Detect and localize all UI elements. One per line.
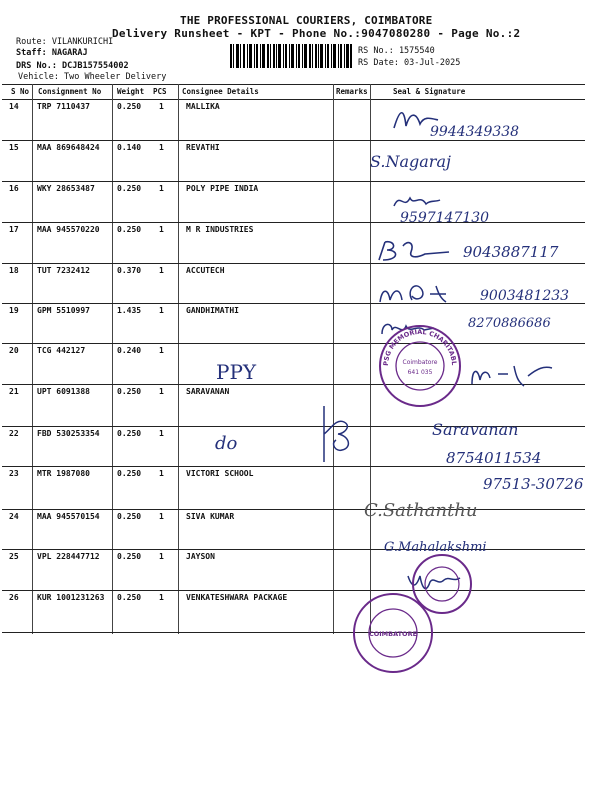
row-pcs: 1 — [159, 266, 164, 275]
row-weight: 0.250 — [117, 593, 142, 602]
col-consignment: Consignment No — [38, 87, 102, 96]
note-22: do — [215, 433, 238, 454]
row-weight: 0.140 — [117, 143, 142, 152]
row-pcs: 1 — [159, 512, 164, 521]
col-divider — [32, 84, 33, 634]
row-consignment: UPT 6091388 — [37, 387, 90, 396]
row-consignee: ACCUTECH — [186, 266, 225, 275]
row-pcs: 1 — [159, 429, 164, 438]
row-consignment: TCG 442127 — [37, 346, 86, 355]
col-divider — [333, 84, 334, 634]
row-sno: 19 — [9, 306, 19, 315]
row-consignment: MAA 869648424 — [37, 143, 100, 152]
row-weight: 0.250 — [117, 429, 142, 438]
row-sno: 20 — [9, 346, 19, 355]
row-sno: 18 — [9, 266, 19, 275]
phone-22: 8754011534 — [446, 449, 542, 467]
row-consignee: JAYSON — [186, 552, 215, 561]
col-consignee: Consignee Details — [182, 87, 259, 96]
signature-16 — [392, 192, 442, 212]
row-consignment: TRP 7110437 — [37, 102, 90, 111]
row-divider — [2, 549, 585, 550]
signature-25: G.Mahalakshmi — [384, 540, 487, 555]
row-weight: 0.250 — [117, 469, 142, 478]
staff-label: Staff: NAGARAJ — [16, 48, 88, 58]
row-consignee: VICTORI SCHOOL — [186, 469, 254, 478]
table-top-rule — [2, 84, 585, 85]
row-pcs: 1 — [159, 469, 164, 478]
row-pcs: 1 — [159, 102, 164, 111]
runsheet-subtitle: Delivery Runsheet - KPT - Phone No.:9047080280 - Page No.:2 — [112, 27, 521, 40]
trust-stamp-name: PSG MEMORIAL CHARITABLE TRUST — [373, 316, 459, 367]
row-pcs: 1 — [159, 346, 164, 355]
signature-19 — [376, 280, 466, 306]
row-pcs: 1 — [159, 593, 164, 602]
row-pcs: 1 — [159, 552, 164, 561]
phone-23: 97513-30726 — [483, 475, 584, 493]
row-consignee: SIVA KUMAR — [186, 512, 235, 521]
row-sno: 17 — [9, 225, 19, 234]
row-consignment: MAA 945570154 — [37, 512, 100, 521]
vehicle-label: Vehicle: Two Wheeler Delivery — [18, 72, 167, 82]
row-weight: 0.250 — [117, 387, 142, 396]
signature-15: S.Nagaraj — [370, 152, 451, 171]
row-consignment: MTR 1987080 — [37, 469, 90, 478]
row-consignment: KUR 1001231263 — [37, 593, 105, 602]
table-header — [5, 87, 583, 99]
route-label: Route: VILANKURICHI — [16, 37, 114, 47]
row-consignment: TUT 7232412 — [37, 266, 90, 275]
row-weight: 0.250 — [117, 512, 142, 521]
row-pcs: 1 — [159, 387, 164, 396]
row-pcs: 1 — [159, 225, 164, 234]
row-consignment: MAA 945570220 — [37, 225, 100, 234]
row-sno: 21 — [9, 387, 19, 396]
row-weight: 0.250 — [117, 225, 142, 234]
row-sno: 25 — [9, 552, 19, 561]
phone-16: 9597147130 — [400, 210, 490, 226]
note-20: PPY — [216, 360, 257, 384]
row-weight: 0.250 — [117, 552, 142, 561]
company-title: THE PROFESSIONAL COURIERS, COIMBATORE — [180, 14, 433, 27]
row-consignee: M R INDUSTRIES — [186, 225, 254, 234]
row-divider — [2, 590, 585, 591]
row-pcs: 1 — [159, 306, 164, 315]
bracket-mark — [316, 404, 372, 466]
row-weight: 0.370 — [117, 266, 142, 275]
row-sno: 23 — [9, 469, 19, 478]
col-divider — [112, 84, 113, 634]
company-stamp — [350, 590, 436, 676]
row-weight: 0.250 — [117, 102, 142, 111]
row-sno: 26 — [9, 593, 19, 602]
row-divider — [2, 509, 585, 510]
row-divider — [2, 181, 585, 182]
signature-24: C.Sathanthu — [364, 500, 478, 521]
table-header-rule — [2, 99, 585, 100]
company-stamp-city: COIMBATORE — [368, 630, 418, 638]
col-pcs: PCS — [153, 87, 167, 96]
row-consignee: REVATHI — [186, 143, 220, 152]
row-sno: 22 — [9, 429, 19, 438]
trust-stamp-city: Coimbatore — [402, 359, 438, 366]
row-divider — [2, 140, 585, 141]
trust-stamp — [373, 316, 464, 410]
row-sno: 16 — [9, 184, 19, 193]
row-consignment: FBD 530253354 — [37, 429, 100, 438]
phone-17: 9043887117 — [463, 243, 559, 261]
signature-17 — [375, 238, 455, 264]
trust-stamp-code: 641 035 — [407, 369, 433, 376]
col-sno: S No — [11, 87, 30, 96]
col-divider — [178, 84, 179, 634]
row-consignee: POLY PIPE INDIA — [186, 184, 259, 193]
row-weight: 0.250 — [117, 184, 142, 193]
row-divider — [2, 343, 585, 344]
row-consignee: VENKATESHWARA PACKAGE — [186, 593, 288, 602]
row-consignee: MALLIKA — [186, 102, 220, 111]
row-consignment: WKY 28653487 — [37, 184, 95, 193]
row-consignment: VPL 228447712 — [37, 552, 100, 561]
col-weight: Weight — [117, 87, 145, 96]
row-consignee: SARAVANAN — [186, 387, 230, 396]
rs-date: RS Date: 03-Jul-2025 — [358, 58, 461, 68]
phone-19b: 8270886686 — [468, 316, 551, 331]
row-weight: 1.435 — [117, 306, 142, 315]
row-divider — [2, 632, 585, 633]
row-consignment: GPM 5510997 — [37, 306, 90, 315]
row-pcs: 1 — [159, 143, 164, 152]
barcode — [230, 44, 352, 68]
name-22: Saravanan — [432, 420, 519, 439]
row-pcs: 1 — [159, 184, 164, 193]
col-seal: Seal & Signature — [393, 87, 466, 96]
row-sno: 14 — [9, 102, 19, 111]
row-sno: 24 — [9, 512, 19, 521]
row-divider — [2, 263, 585, 264]
row-consignee: GANDHIMATHI — [186, 306, 239, 315]
row-divider — [2, 222, 585, 223]
col-remarks: Remarks — [336, 87, 368, 96]
rs-number: RS No.: 1575540 — [358, 46, 435, 56]
phone-19: 9003481233 — [480, 288, 570, 304]
row-sno: 15 — [9, 143, 19, 152]
drs-label: DRS No.: DCJB157554002 — [16, 61, 129, 71]
signature-21 — [468, 362, 558, 390]
phone-14: 9944349338 — [430, 124, 520, 140]
row-weight: 0.240 — [117, 346, 142, 355]
